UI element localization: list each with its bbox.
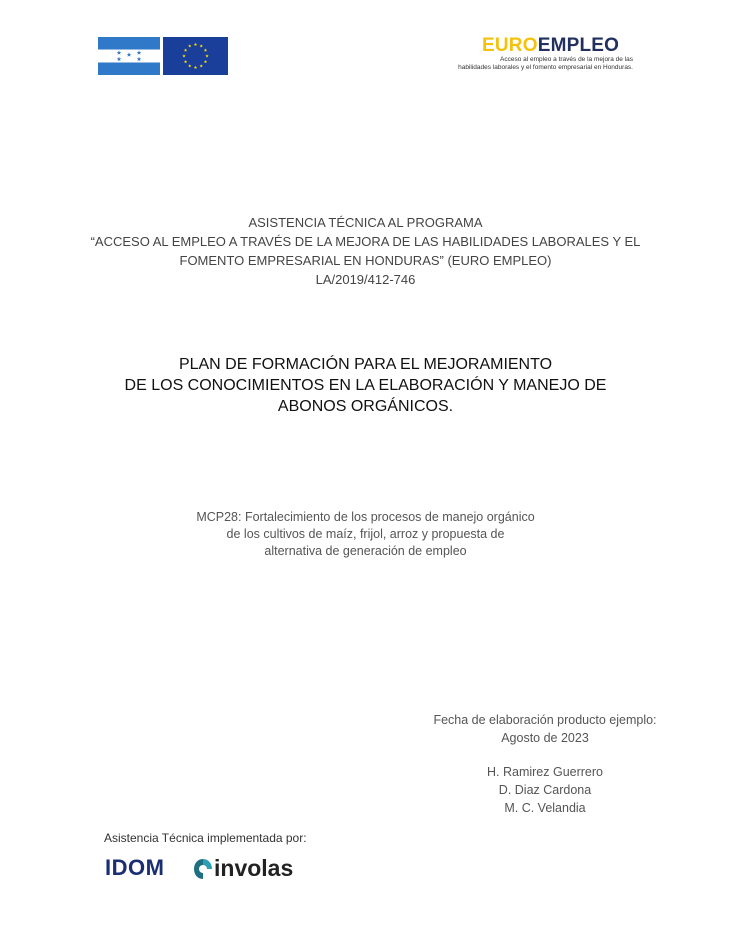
program-line: “ACCESO AL EMPLEO A TRAVÉS DE LA MEJORA DE LAS HABILIDADES LABORALES Y EL [90, 234, 641, 249]
involas-wordmark: involas [214, 855, 294, 881]
title-line: ABONOS ORGÁNICOS. [277, 398, 454, 415]
eu-star-icon [200, 64, 203, 67]
document-subtitle [0, 509, 731, 560]
eu-star-icon [184, 60, 187, 63]
program-code: LA/2019/412-746 [315, 272, 416, 287]
brand-tagline [373, 56, 633, 72]
author-name: H. Ramirez Guerrero [487, 765, 603, 779]
brand-euro: EURO [482, 35, 538, 56]
idom-logo: IDOM [105, 855, 165, 880]
author-name: D. Diaz Cardona [498, 783, 592, 797]
title-line: DE LOS CONOCIMIENTOS EN LA ELABORACIÓN Y MANEJO DE [124, 377, 607, 394]
eu-star-icon [200, 44, 203, 47]
subtitle-line: alternativa de generación de empleo [264, 544, 467, 558]
subtitle-line: MCP28: Fortalecimiento de los procesos de manejo orgánico [196, 510, 535, 524]
brand-empleo: EMPLEO [537, 35, 620, 56]
author-name: M. C. Velandia [504, 801, 586, 815]
eu-star-icon [194, 66, 197, 69]
program-line: FOMENTO EMPRESARIAL EN HONDURAS” (EURO EMPLEO) [179, 253, 552, 268]
euroempleo-brand [482, 36, 662, 56]
subtitle-line: de los cultivos de maíz, frijol, arroz y propuesta de [226, 527, 505, 541]
euroempleo-logo [458, 35, 662, 71]
program-heading [0, 213, 731, 289]
program-line: ASISTENCIA TÉCNICA AL PROGRAMA [248, 215, 483, 230]
eu-star-icon [205, 54, 208, 57]
implemented-by-label: Asistencia Técnica implementada por: [104, 831, 307, 845]
brand-tagline-line: Acceso al empleo a través de la mejora de las [500, 56, 633, 63]
elaboration-date [400, 711, 690, 747]
honduras-flag-icon [98, 37, 160, 75]
eu-star-icon [194, 43, 197, 46]
authors-list [400, 763, 690, 817]
brand-tagline-line: habilidades laborales y el fomento empresarial en Honduras. [458, 64, 633, 71]
date-label: Fecha de elaboración producto ejemplo: [433, 713, 657, 727]
title-line: PLAN DE FORMACIÓN PARA EL MEJORAMIENTO [178, 356, 553, 373]
eu-star-icon [184, 49, 187, 52]
date-value: Agosto de 2023 [501, 731, 589, 745]
eu-star-icon [188, 64, 191, 67]
involas-logo-icon [193, 858, 213, 880]
eu-star-icon [204, 60, 207, 63]
eu-star-icon [182, 54, 185, 57]
eu-flag-icon [163, 37, 228, 75]
document-title [0, 354, 731, 417]
eu-star-icon [204, 49, 207, 52]
eu-star-icon [188, 44, 191, 47]
